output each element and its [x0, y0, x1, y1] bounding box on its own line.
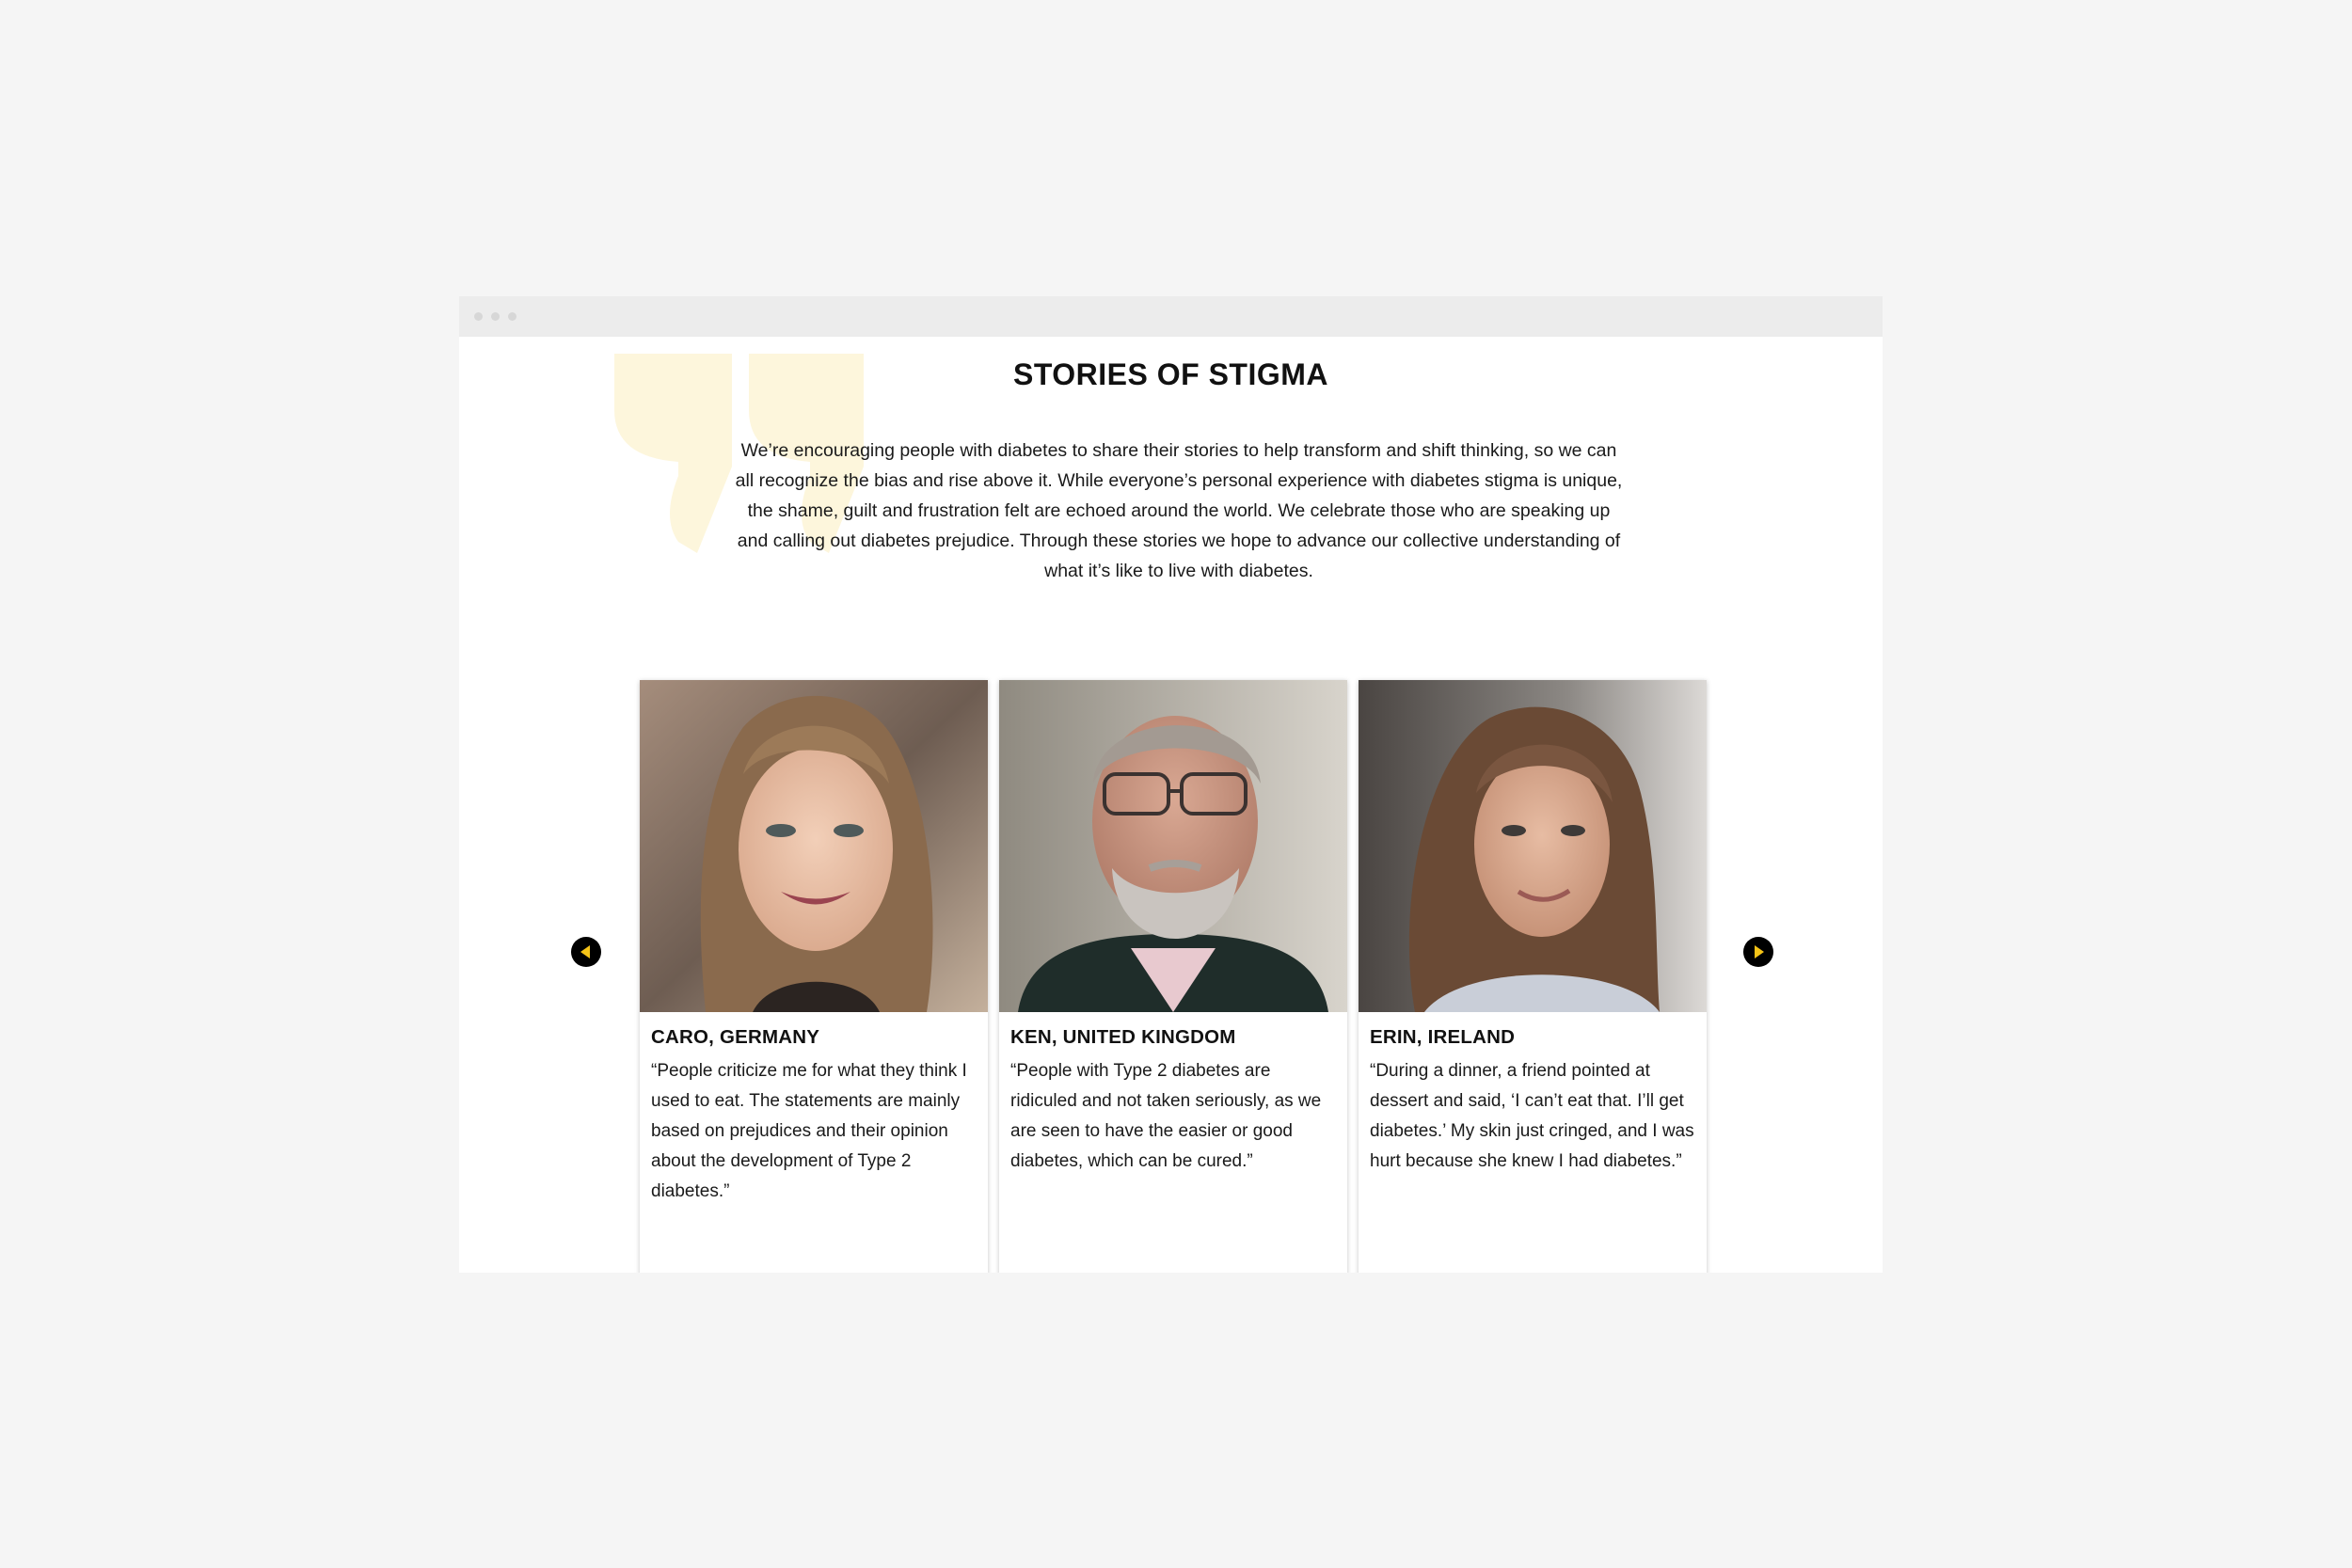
- story-name: CARO, GERMANY: [651, 1026, 820, 1048]
- carousel-prev-button[interactable]: [571, 937, 601, 967]
- page-viewport: [459, 337, 1883, 1273]
- browser-chrome: [459, 296, 1883, 337]
- window-dot: [474, 312, 483, 321]
- story-photo: [1359, 680, 1707, 1012]
- browser-window: [459, 296, 1883, 1273]
- story-name: ERIN, IRELAND: [1370, 1026, 1516, 1048]
- page-title: STORIES OF STIGMA: [1012, 357, 1329, 391]
- story-photo: [640, 680, 988, 1012]
- story-name: KEN, UNITED KINGDOM: [1010, 1026, 1236, 1048]
- story-quote: “People with Type 2 diabetes are ridiculed and not taken seriously, as we are seen to have the easier or good diabetes, which can be cured.”: [1010, 1061, 1322, 1171]
- chevron-right-icon: [1743, 937, 1773, 967]
- story-quote: “People criticize me for what they think I used to eat. The statements are mainly based on prejudices and their opinion about the development of Type 2 diabetes.”: [651, 1061, 967, 1201]
- carousel-next-button[interactable]: [1743, 937, 1773, 967]
- intro-paragraph: We’re encouraging people with diabetes to share their stories to help transform and shift thinking, so we can all recognize the bias and rise above it. While everyone’s personal experience with diabetes stigma is unique, the shame, guilt and frustration felt are echoed around the world. We celebrate those who are speaking up and calling out diabetes prejudice. Through these stories we hope to advance our collective understanding of what it’s like to live with diabetes.: [735, 440, 1623, 581]
- story-quote: “During a dinner, a friend pointed at dessert and said, ‘I can’t eat that. I’ll get diabetes.’ My skin just cringed, and I was hurt because she knew I had diabetes.”: [1370, 1061, 1694, 1171]
- story-photo: [999, 680, 1347, 1012]
- window-dot: [491, 312, 500, 321]
- chevron-left-icon: [571, 937, 601, 967]
- story-card-erin[interactable]: [1359, 680, 1707, 1273]
- window-dot: [508, 312, 516, 321]
- story-card-ken[interactable]: [999, 680, 1347, 1273]
- story-card-caro[interactable]: [640, 680, 988, 1273]
